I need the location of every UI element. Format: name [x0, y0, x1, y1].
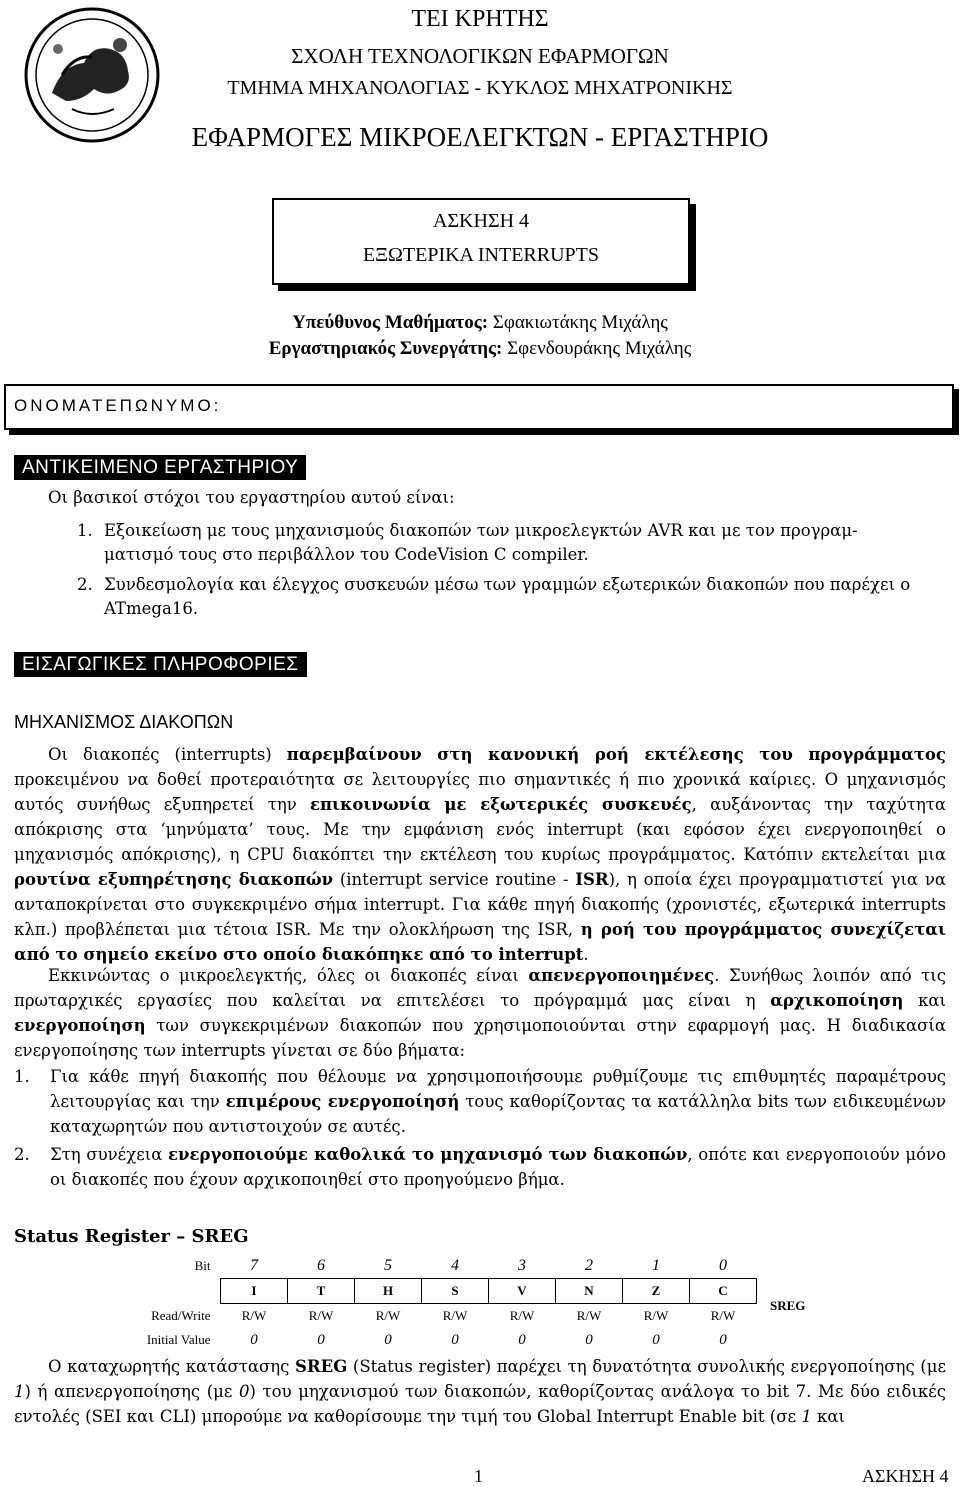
page-number: 1	[474, 1466, 483, 1486]
assistant-name: Σφενδουράκης Μιχάλης	[507, 338, 692, 359]
sreg-flag: S	[422, 1279, 489, 1304]
interrupt-mechanism-subheading: ΜΗΧΑΝΙΣΜΟΣ ΔΙΑΚΟΠΩΝ	[14, 712, 234, 732]
course-title: ΕΦΑΡΜΟΓΕΣ ΜΙΚΡΟΕΛΕΓΚΤΩΝ - ΕΡΓΑΣΤΗΡΙΟ	[191, 122, 769, 152]
step-2-text: Στη συνέχεια ενεργοποιούμε καθολικά το μηχανισμό των διακοπών, οπότε και ενεργοποιούν μόνο οι διακοπές που έχουν αρχικοποιηθεί στο προηγούμενο βήμα.	[50, 1145, 947, 1189]
objective-number: 2.	[77, 575, 93, 594]
department-title: ΤΜΗΜΑ ΜΗΧΑΝΟΛΟΓΙΑΣ - ΚΥΚΛΟΣ ΜΗΧΑΤΡΟΝΙΚΗΣ	[227, 77, 733, 99]
objectives-heading: ΑΝΤΙΚΕΙΜΕΝΟ ΕΡΓΑΣΤΗΡΙΟΥ	[14, 455, 306, 480]
assistant-label: Εργαστηριακός Συνεργάτης:	[268, 338, 503, 359]
paragraph-interrupts: Οι διακοπές (interrupts) παρεμβαίνουν στη κανονική ροή εκτέλεσης του προγράμματος προκειμένου να δοθεί προτεραιότητα σε λειτουργίες πιο σημαντικές ή πιο χρονικά καίριες. Ο μηχανισμός αυτός συνήθως εξυπηρετεί την επικοινωνία με εξωτερικές συσκευές, αυξάνοντας την ταχύτητα απόκρισης στα ‘μηνύματα’ τους. Με την εμφάνιση ενός interrupt (και εφόσον έχει ενεργοποιηθεί ο μηχανισμός απόκρισης), η CPU διακόπτει την εκτέλεση του κυρίως προγράμματος. Κατόπιν εκτελείται μια ρουτίνα εξυπηρέτησης διακοπών (interrupt service routine - ISR), η οποία έχει προγραμματιστεί για να ανταποκρίνεται στο συγκεκριμένο σήμα interrupt. Για κάθε πηγή διακοπής (χρονιστές, εξωτερικά interrupts κλπ.) προβλέπεται μια τέτοια ISR. Με την ολοκλήρωση της ISR, η ροή του προγράμματος συνεχίζεται από το σημείο εκείνο στο οποίο διακόπηκε από το interrupt.	[14, 745, 946, 964]
sreg-flag: I	[221, 1279, 288, 1304]
objective-text-1a: Εξοικείωση με τους μηχανισμούς διακοπών των μικροελεγκτών AVR και με τον προγραμ-	[104, 521, 858, 540]
sreg-bit: 5	[384, 1257, 392, 1274]
sreg-flag: V	[489, 1279, 556, 1304]
responsible-name: Σφακιωτάκης Μιχάλης	[492, 312, 668, 333]
sreg-initial-row: Initial Value 0 0 0 0 0 0 0 0	[126, 1328, 757, 1352]
sreg-table	[126, 1254, 757, 1352]
exercise-title: ΕΞΩΤΕΡΙΚΑ INTERRUPTS	[362, 244, 600, 266]
step-number: 1.	[14, 1067, 30, 1086]
sreg-rw-row: Read/Write R/W R/W R/W R/W R/W R/W R/W R/W	[126, 1304, 757, 1329]
sreg-row-label: Initial Value	[146, 1332, 211, 1347]
school-title: ΣΧΟΛΗ ΤΕΧΝΟΛΟΓΙΚΩΝ ΕΦΑΡΜΟΓΩΝ	[291, 44, 669, 68]
sreg-bit: 6	[317, 1257, 325, 1274]
footer-exercise-label: ΑΣΚΗΣΗ 4	[862, 1466, 949, 1486]
objectives-intro: Οι βασικοί στόχοι του εργαστηρίου αυτού είναι:	[48, 488, 455, 507]
sreg-bit: 0	[719, 1257, 727, 1274]
sreg-row-label: Read/Write	[151, 1307, 211, 1323]
objective-number: 1.	[77, 521, 93, 540]
paragraph-initialization: Εκκινώντας ο μικροελεγκτής, όλες οι διακοπές είναι απενεργοποιημένες. Συνήθως λοιπόν από τις πρωταρχικές εργασίες που καλείται να επιτελέσει το πρόγραμμά μας είναι η αρχικοποίηση και ενεργοποίηση των συγκεκριμένων διακοπών που χρησιμοποιούνται στην εφαρμογή μας. Η διαδικασία ενεργοποίησης των interrupts γίνεται σε δύο βήματα:	[14, 966, 947, 1060]
student-name-label: ΟΝΟΜΑΤΕΠΩΝΥΜΟ:	[14, 396, 222, 415]
sreg-bit: 2	[585, 1257, 593, 1274]
intro-heading: ΕΙΣΑΓΩΓΙΚΕΣ ΠΛΗΡΟΦΟΡΙΕΣ	[14, 652, 307, 677]
sreg-flag: N	[556, 1279, 623, 1304]
sreg-flag: H	[355, 1279, 422, 1304]
institution-title: ΤΕΙ ΚΡΗΤΗΣ	[411, 6, 549, 32]
sreg-flag: Z	[623, 1279, 690, 1304]
responsible-label: Υπεύθυνος Μαθήματος:	[292, 312, 489, 333]
responsible-line	[0, 312, 960, 334]
sreg-bit: 1	[652, 1257, 660, 1274]
step-number: 2.	[14, 1145, 30, 1164]
objective-text-2a: Συνδεσμολογία και έλεγχος συσκευών μέσω των γραμμών εξωτερικών διακοπών που παρέχει ο	[104, 575, 911, 594]
exercise-box	[272, 198, 690, 285]
objective-text-2b: ATmega16.	[104, 599, 199, 618]
step-1-text: Για κάθε πηγή διακοπής που θέλουμε να χρησιμοποιήσουμε ρυθμίζουμε τις επιθυμητές παραμέτρους λειτουργίας και την επιμέρους ενεργοποίησή τους καθορίζοντας τα κατάλληλα bits των ειδικευμένων καταχωρητών που αντιστοιχούν σε αυτές.	[50, 1067, 946, 1136]
sreg-bit: 4	[451, 1257, 459, 1274]
sreg-row-label: Bit	[194, 1258, 211, 1274]
sreg-bit: 7	[250, 1257, 258, 1274]
objective-text-1b: ματισμό τους στο περιβάλλον του CodeVision C compiler.	[104, 545, 589, 564]
assistant-line	[0, 338, 960, 360]
sreg-flag: C	[690, 1279, 757, 1304]
sreg-flag: T	[288, 1279, 355, 1304]
paragraph-sreg: Ο καταχωρητής κατάστασης SREG (Status register) παρέχει τη δυνατότητα συνολικής ενεργοποίησης (με 1) ή απενεργοποίησης (με 0) του μηχανισμού των διακοπών, καθορίζοντας ανάλογα το bit 7. Με δύο ειδικές εντολές (SEI και CLI) μπορούμε να καθορίσουμε την τιμή του Global Interrupt Enable bit (σε 1 και	[14, 1357, 946, 1426]
sreg-register-label: SREG	[770, 1298, 806, 1313]
sreg-bit-row	[126, 1254, 757, 1279]
sreg-bit: 3	[518, 1257, 526, 1274]
sreg-name-row	[126, 1279, 757, 1304]
exercise-number: ΑΣΚΗΣΗ 4	[432, 210, 530, 232]
sreg-title: Status Register – SREG	[14, 1226, 249, 1247]
student-name-field[interactable]	[4, 384, 954, 430]
